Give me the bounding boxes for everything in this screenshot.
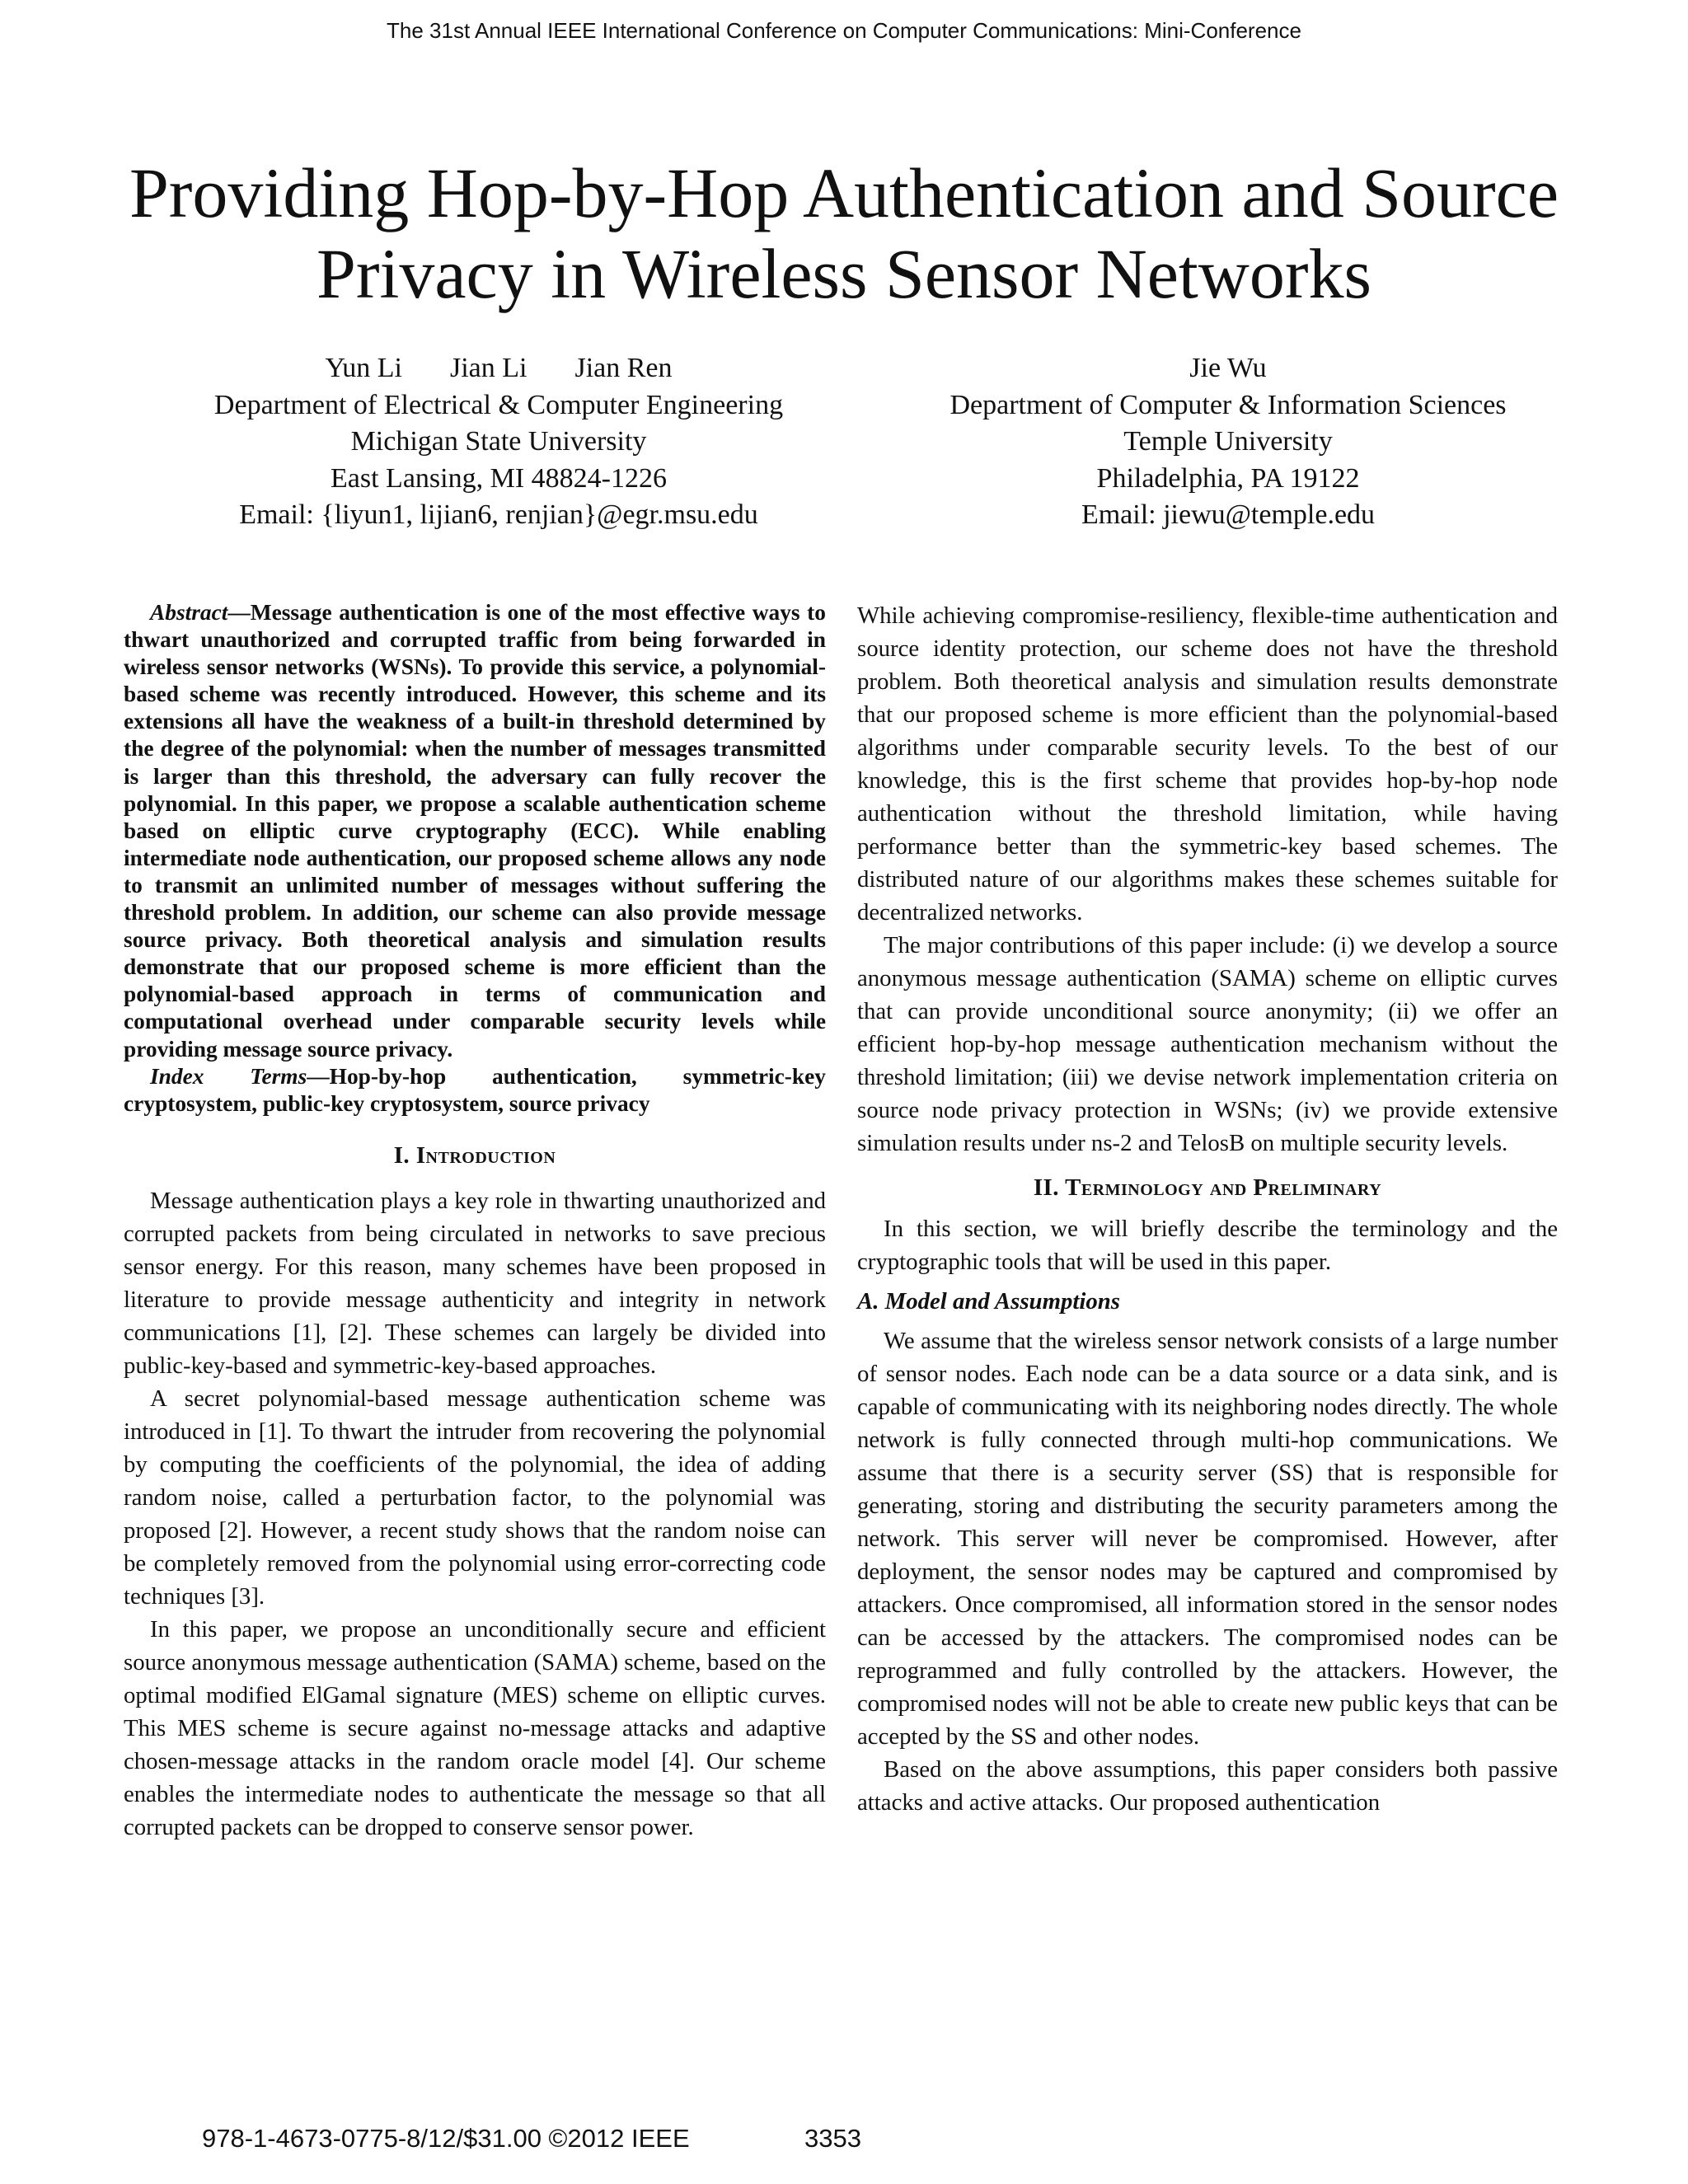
abstract	[124, 599, 826, 1063]
author-name: Jie Wu	[1189, 353, 1267, 383]
body-paragraph: A secret polynomial-based message authentication scheme was introduced in [1]. To thwart the intruder from recovering the polynomial by computing the coefficients of the polynomial, the idea of adding random noise, called a perturbation factor, to the polynomial was proposed [2]. However, a recent study shows that the random noise can be completely removed from the polynomial using error-correcting code techniques [3].	[124, 1385, 826, 1610]
conference-header: The 31st Annual IEEE International Conference on Computer Communications: Mini-Conference	[387, 18, 1301, 43]
body-paragraph: We assume that the wireless sensor network consists of a large number of sensor nodes. Each node can be a data source or a data sink, and is capable of communicating with its neighboring nodes directly. The whole network is fully connected through multi-hop communications. We assume that there is a security server (SS) that is responsible for generating, storing and distributing the security parameters among the network. This server will never be compromised. However, after deployment, the sensor nodes may be captured and compromised by attackers. Once compromised, all information stored in the sensor nodes can be accessed by the attackers. The compromised nodes can be reprogrammed and fully controlled by the attackers. However, the compromised nodes will not be able to create new public keys that can be accepted by the SS and other nodes.	[857, 1328, 1558, 1750]
body-paragraph: Based on the above assumptions, this paper considers both passive attacks and active attacks. Our proposed authentication	[857, 1756, 1558, 1816]
author-name: Jian Li	[449, 353, 528, 383]
author-email: Email: jiewu@temple.edu	[1081, 499, 1376, 530]
index-terms	[124, 1063, 826, 1118]
index-terms-label: Index Terms	[150, 1063, 307, 1089]
body-paragraph: In this section, we will briefly describe the terminology and the cryptographic tools that will be used in this paper.	[857, 1216, 1558, 1275]
section-heading-introduction: I. Introduction	[393, 1141, 556, 1169]
author-block-msu	[124, 350, 874, 534]
author-name: Jian Ren	[574, 353, 673, 383]
author-department: Department of Computer & Information Sciences	[950, 389, 1507, 420]
paper-title-line-1: Providing Hop-by-Hop Authentication and Source	[129, 153, 1559, 232]
section-heading-terminology: II. Terminology and Preliminary	[1033, 1174, 1382, 1201]
author-university: Temple University	[1123, 426, 1333, 457]
subsection-heading-model: A. Model and Assumptions	[857, 1288, 1120, 1315]
paper-title	[82, 152, 1606, 314]
author-email: Email: {liyun1, lijian6, renjian}@egr.msu.edu	[239, 499, 758, 530]
abstract-label: Abstract	[150, 600, 228, 625]
author-address: Philadelphia, PA 19122	[1096, 462, 1360, 494]
body-paragraph: While achieving compromise-resiliency, flexible-time authentication and source identity protection, our scheme does not have the threshold problem. Both theoretical analysis and simulation results demonstrate that our proposed scheme is more efficient than the polynomial-based algorithms under comparable security levels. To the best of our knowledge, this is the first scheme that provides hop-by-hop node authentication without the threshold limitation, while having performance better than the symmetric-key based schemes. The distributed nature of our algorithms makes these schemes suitable for decentralized networks.	[857, 602, 1558, 926]
right-column	[857, 599, 1558, 1819]
author-department: Department of Electrical & Computer Engineering	[213, 389, 784, 420]
copyright-notice: 978-1-4673-0775-8/12/$31.00 ©2012 IEEE	[202, 2124, 690, 2153]
author-name: Yun Li	[325, 353, 402, 383]
abstract-text: —Message authentication is one of the most effective ways to thwart unauthorized and corrupted traffic from being forwarded in wireless sensor networks (WSNs). To provide this service, a polynomial-based scheme was recently introduced. However, this scheme and its extensions all have the weakness of a built-in threshold determined by the degree of the polynomial: when the number of messages transmitted is larger than this threshold, the adversary can fully recover the polynomial. In this paper, we propose a scalable authentication scheme based on elliptic curve cryptography (ECC). While enabling intermediate node authentication, our proposed scheme allows any node to transmit an unlimited number of messages without suffering the threshold problem. In addition, our scheme can also provide message source privacy. Both theoretical analysis and simulation results demonstrate that our proposed scheme is more efficient than the polynomial-based approach in terms of communication and computational overhead under comparable security levels while providing message source privacy.	[124, 600, 826, 1062]
body-paragraph: The major contributions of this paper include: (i) we develop a source anonymous message authentication (SAMA) scheme on elliptic curves that can provide unconditional source anonymity; (ii) we offer an efficient hop-by-hop message authentication mechanism without the threshold limitation; (iii) we devise network implementation criteria on source node privacy protection in WSNs; (iv) we provide extensive simulation results under ns-2 and TelosB on multiple security levels.	[857, 932, 1558, 1156]
left-column	[124, 599, 826, 1844]
paper-title-line-2: Privacy in Wireless Sensor Networks	[316, 234, 1372, 313]
author-address: East Lansing, MI 48824-1226	[331, 462, 667, 494]
body-paragraph: Message authentication plays a key role in thwarting unauthorized and corrupted packets from being circulated in networks to save precious sensor energy. For this reason, many schemes have been proposed in literature to provide message authenticity and integrity in network communications [1], [2]. These schemes can largely be divided into public-key-based and symmetric-key-based approaches.	[124, 1187, 826, 1379]
page-number: 3353	[804, 2124, 861, 2153]
author-names	[124, 350, 874, 387]
author-block-temple	[857, 350, 1599, 534]
body-paragraph: In this paper, we propose an unconditionally secure and efficient source anonymous message authentication (SAMA) scheme, based on the optimal modified ElGamal signature (MES) scheme on elliptic curves. This MES scheme is secure against no-message attacks and adaptive chosen-message attacks in the random oracle model [4]. Our scheme enables the intermediate nodes to authenticate the message so that all corrupted packets can be dropped to conserve sensor power.	[124, 1615, 826, 1840]
index-terms-text: —Hop-by-hop authentication, symmetric-key cryptosystem, public-key cryptosystem, source privacy	[124, 1063, 826, 1116]
author-university: Michigan State University	[350, 426, 647, 457]
